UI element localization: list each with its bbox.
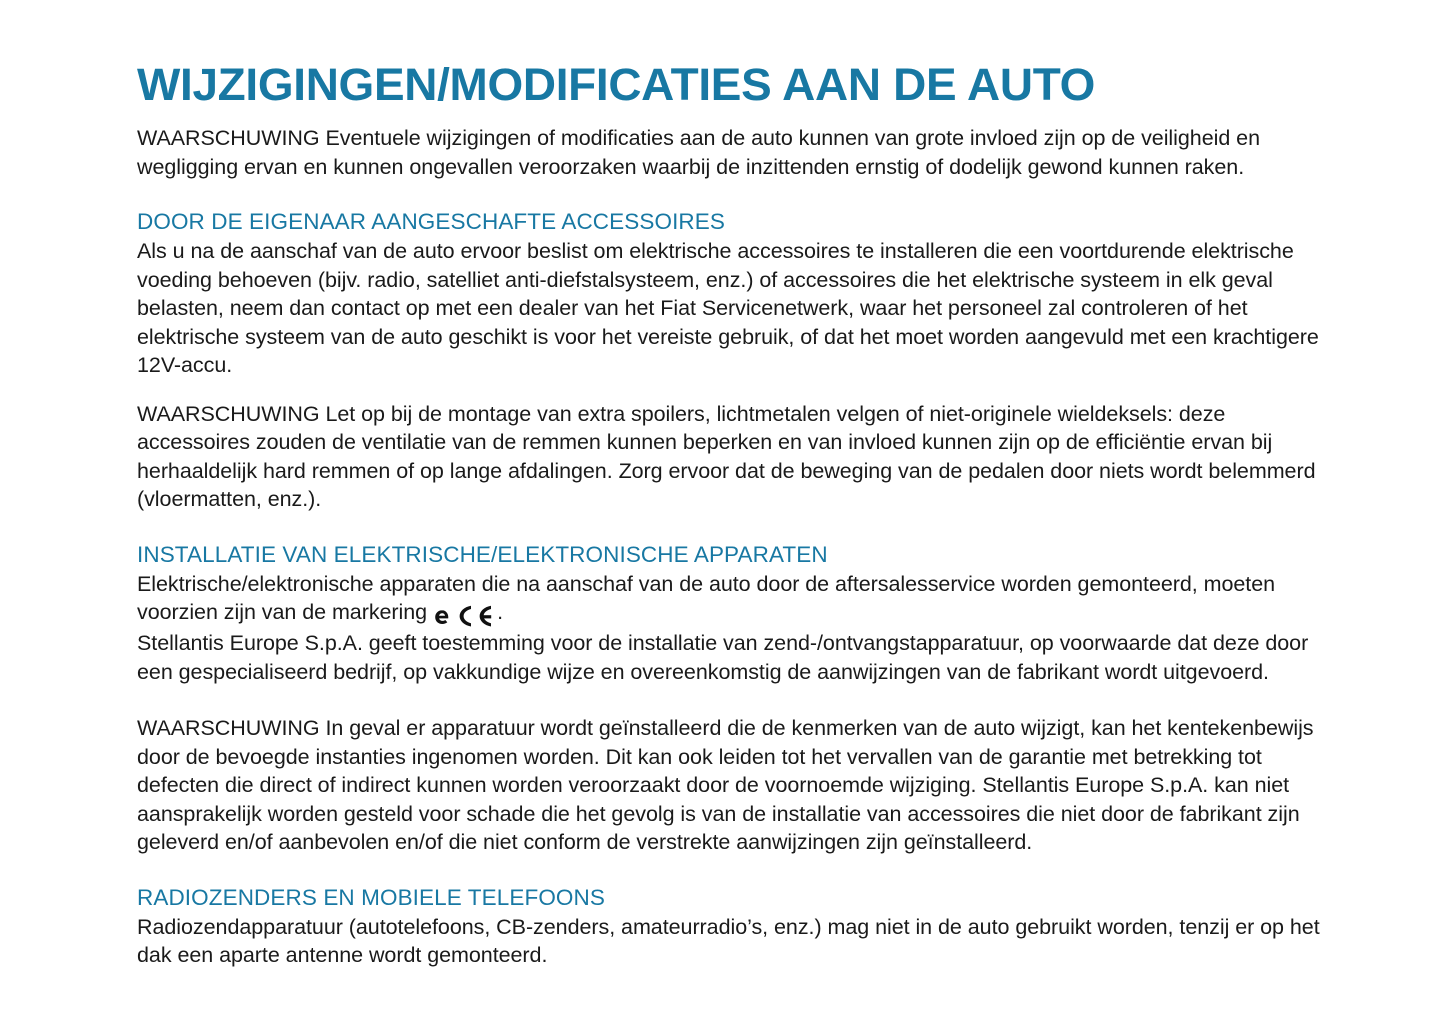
section-paragraph: Radiozendapparatuur (autotelefoons, CB-zenders, amateurradio’s, enz.) mag niet in de auto gebruikt worden, tenzij er op het dak een aparte antenne wordt gemonteerd. (137, 914, 1320, 968)
page-title: WIJZIGINGEN/MODIFICATIES AAN DE AUTO (137, 59, 1096, 110)
section-paragraph: Stellantis Europe S.p.A. geeft toestemming voor de installatie van zend-/ontvangstapparatuur, op voorwaarde dat deze door een gespecialiseerd bedrijf, op vakkundige wijze en overeenkomstig de aanwijzingen van de fabrikant wordt uitgevoerd. (137, 631, 1309, 684)
spacer (137, 514, 1342, 542)
section-warning-paragraph: WAARSCHUWING Let op bij de montage van extra spoilers, lichtmetalen velgen of niet-originele wieldeksels: deze accessoires zouden de ventilatie van de remmen kunnen beperken en van invloed kunnen zijn op de efficiëntie ervan bij herhaaldelijk hard remmen of op lange afdalingen. Zorg ervoor dat de beweging van de pedalen door niets wordt belemmerd (vloermatten, enz.). (137, 401, 1316, 511)
spacer (137, 181, 1342, 209)
section-heading-radio-transmitters: RADIOZENDERS EN MOBIELE TELEFOONS (137, 884, 605, 910)
section-warning-paragraph: WAARSCHUWING In geval er apparatuur wordt geïnstalleerd die de kenmerken van de auto wijzigt, kan het kentekenbewijs door de bevoegde instanties ingenomen worden. Dit kan ook leiden tot het vervallen van de garantie met betrekking tot defecten die direct of indirect kunnen worden veroorzaakt door de voornoemde wijziging. Stellantis Europe S.p.A. kan niet aansprakelijk worden gesteld voor schade die het gevolg is van de installatie van accessoires die niet door de fabrikant zijn geleverd en/of aanbevolen en/of die niet conform de verstrekte aanwijzingen zijn geïnstalleerd. (137, 716, 1314, 855)
conformity-marks (430, 605, 496, 629)
spacer (137, 686, 1342, 714)
e-mark-icon (430, 605, 456, 629)
spacer (137, 380, 1342, 400)
section-marking-text-after: . (497, 600, 504, 624)
section-marking-text-before: Elektrische/elektronische apparaten die na aanschaf van de auto door de aftersalesservice worden gemonteerd, moeten voorzien zijn van de markering (137, 571, 1276, 624)
section-paragraph: Als u na de aanschaf van de auto ervoor beslist om elektrische accessoires te installeren die een voortdurende elektrische voeding behoeven (bijv. radio, satelliet anti-diefstalsysteem, enz.) of accessoires die het elektrische systeem in elk geval belasten, neem dan contact op met een dealer van het Fiat Servicenetwerk, waar het personeel zal controleren of het elektrische systeem van de auto geschikt is voor het vereiste gebruik, of dat het moet worden aangevuld met een krachtigere 12V-accu. (137, 239, 1319, 377)
intro-warning-paragraph: WAARSCHUWING Eventuele wijzigingen of modificaties aan de auto kunnen van grote invloed zijn op de veiligheid en wegligging ervan en kunnen ongevallen veroorzaken waarbij de inzittenden ernstig of dodelijk gewond kunnen raken. (137, 126, 1260, 179)
ce-mark-icon (456, 605, 496, 629)
section-heading-electrical-installation: INSTALLATIE VAN ELEKTRISCHE/ELEKTRONISCHE APPARATEN (137, 541, 828, 567)
spacer (137, 857, 1342, 885)
section-marking-paragraph (137, 570, 1342, 630)
document-content (137, 60, 1342, 970)
section-heading-owner-accessories: DOOR DE EIGENAAR AANGESCHAFTE ACCESSOIRES (137, 209, 725, 234)
